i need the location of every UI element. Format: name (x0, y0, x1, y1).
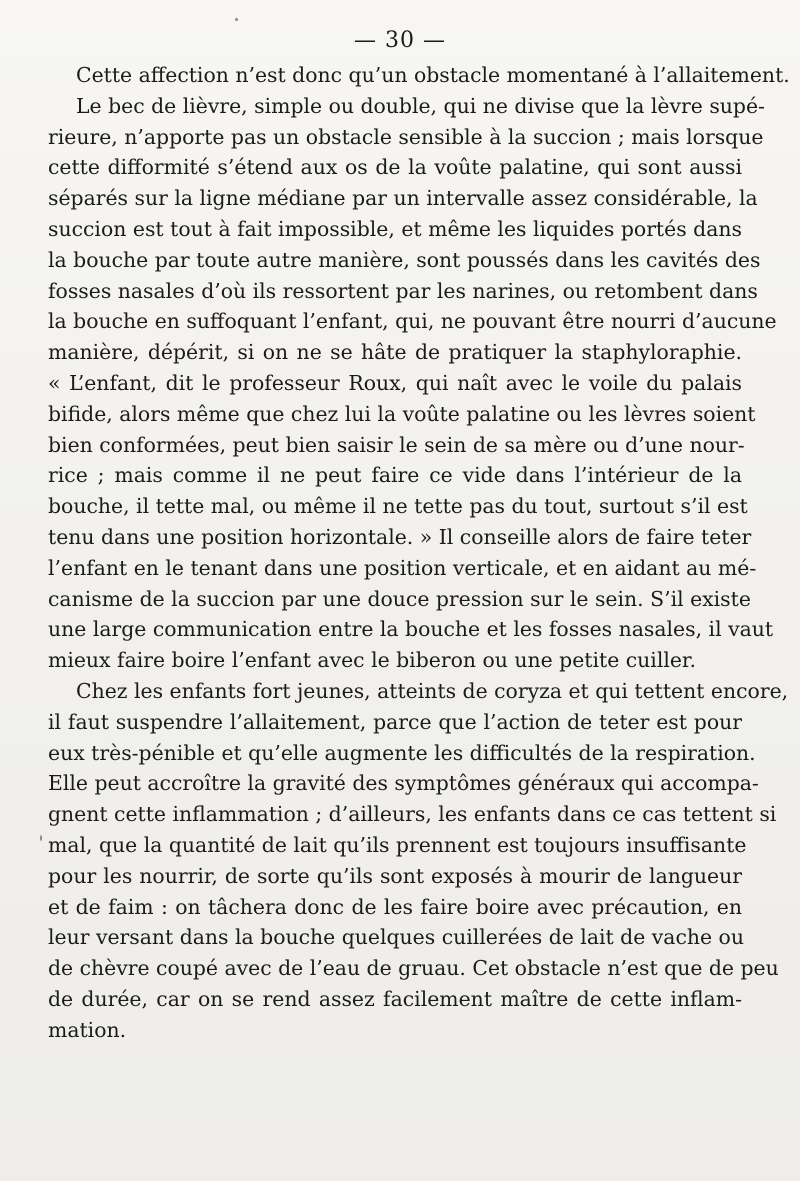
text-line: et de faim : on tâchera donc de les faire boire avec précaution, en (48, 894, 742, 919)
text-line: manière, dépérit, si on ne se hâte de pratiquer la staphyloraphie. (48, 340, 742, 365)
text-line: succion est tout à fait impossible, et même les liquides portés dans (48, 216, 742, 241)
text-line: de durée, car on se rend assez facilement maître de cette inflam- (48, 986, 742, 1011)
text-line: Elle peut accroître la gravité des symptômes généraux qui accompa- (48, 771, 759, 796)
scan-speck (235, 18, 238, 21)
show-through-shadow (518, 1023, 782, 1116)
text-line: rice ; mais comme il ne peut faire ce vide dans l’intérieur de la (48, 463, 742, 488)
text-line: pour les nourrir, de sorte qu’ils sont exposés à mourir de langueur (48, 863, 742, 888)
text-line: Chez les enfants fort jeunes, atteints de coryza et qui tettent encore, (76, 678, 789, 703)
text-line: Cette affection n’est donc qu’un obstacle momentané à l’allaitement. (76, 63, 790, 87)
paragraph (48, 60, 790, 91)
text-line: canisme de la succion par une douce pression sur le sein. S’il existe (48, 586, 751, 611)
text-line: il faut suspendre l’allaitement, parce que l’action de teter est pour (48, 709, 742, 734)
text-line: la bouche par toute autre manière, sont poussés dans les cavités des (48, 247, 761, 272)
text-line: bien conformées, peut bien saisir le sein de sa mère ou d’une nour- (48, 432, 745, 457)
paragraph (48, 676, 789, 1046)
text-line: leur versant dans la bouche quelques cuillerées de lait de vache ou (48, 925, 744, 950)
text-line: cette difformité s’étend aux os de la voûte palatine, qui sont aussi (48, 155, 742, 180)
text-line: la bouche en suffoquant l’enfant, qui, ne pouvant être nourri d’aucune (48, 309, 777, 334)
text-line: de chèvre coupé avec de l’eau de gruau. Cet obstacle n’est que de peu (48, 956, 779, 981)
text-line: mation. (48, 1017, 127, 1042)
text-line: fosses nasales d’où ils ressortent par les narines, ou retombent dans (48, 278, 758, 303)
text-line: « L’enfant, dit le professeur Roux, qui naît avec le voile du palais (48, 370, 742, 395)
paragraph (48, 91, 777, 676)
scan-speck (40, 835, 42, 841)
text-line: rieure, n’apporte pas un obstacle sensible à la succion ; mais lorsque (48, 124, 764, 149)
text-line: l’enfant en le tenant dans une position verticale, et en aidant au mé- (48, 555, 757, 580)
page-number: — 30 — (354, 28, 446, 53)
text-line: mal, que la quantité de lait qu’ils prennent est toujours insuffisante (48, 832, 747, 857)
text-line: gnent cette inflammation ; d’ailleurs, les enfants dans ce cas tettent si (48, 802, 777, 827)
text-line: séparés sur la ligne médiane par un intervalle assez considérable, la (48, 186, 758, 211)
text-line: bouche, il tette mal, ou même il ne tette pas du tout, surtout s’il est (48, 494, 748, 519)
text-line: tenu dans une position horizontale. » Il conseille alors de faire teter (48, 524, 752, 549)
text-line: eux très-pénible et qu’elle augmente les difficultés de la respiration. (48, 740, 756, 765)
body-text (48, 60, 790, 1046)
text-line: bifide, alors même que chez lui la voûte palatine ou les lèvres soient (48, 401, 756, 426)
text-line: mieux faire boire l’enfant avec le biberon ou une petite cuiller. (48, 648, 696, 673)
text-line: Le bec de lièvre, simple ou double, qui ne divise que la lèvre supé- (76, 93, 765, 118)
text-line: une large communication entre la bouche et les fosses nasales, il vaut (48, 617, 774, 642)
